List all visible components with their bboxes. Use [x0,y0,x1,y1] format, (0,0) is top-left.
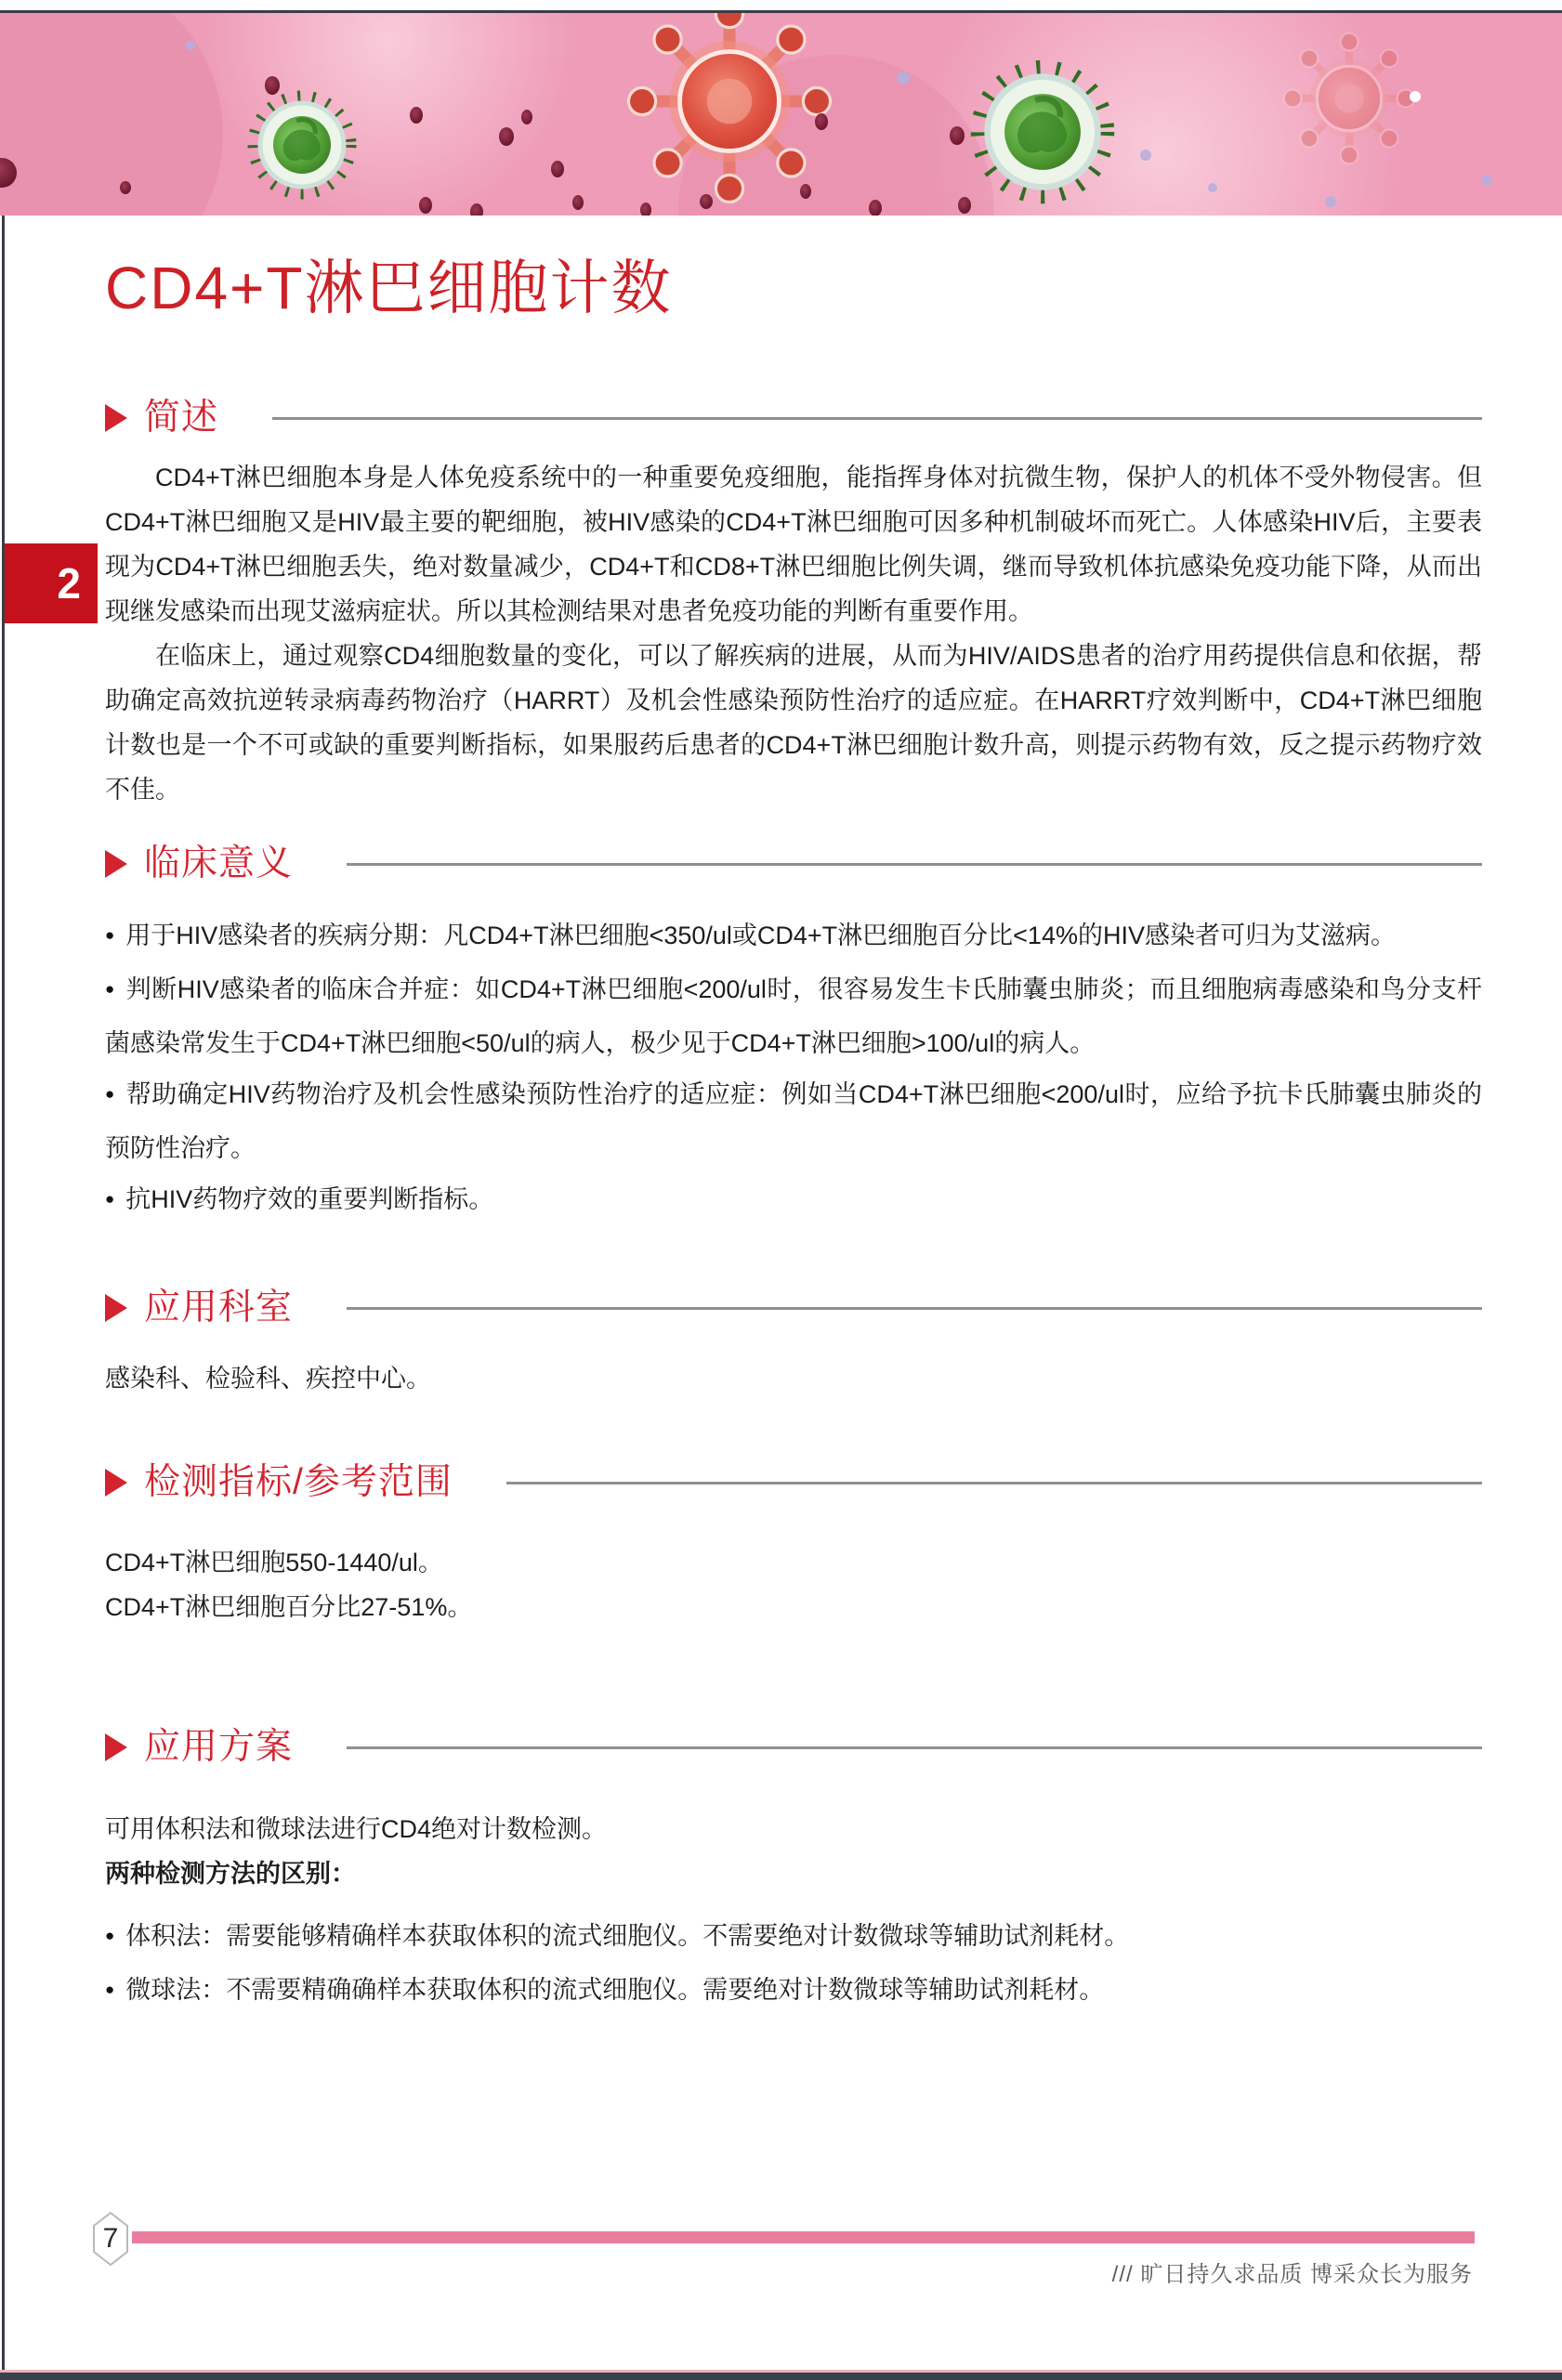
section-header-clinical [105,843,1482,884]
page-number-badge [93,2212,128,2266]
reference-line-1: CD4+T淋巴细胞550-1440/ul。 [105,1549,443,1576]
section-header-overview [105,398,1482,438]
section-heading: 简述 [144,398,219,438]
bullet-item [105,964,1482,1069]
heading-rule [347,1307,1482,1310]
bullet-dot-icon: ● [105,926,115,944]
footer-accent-bar [132,2231,1475,2243]
reference-line-2: CD4+T淋巴细胞百分比27-51%。 [105,1593,473,1621]
heading-rule [347,1746,1482,1749]
header-banner-image [0,13,1562,216]
heading-rule [506,1482,1482,1484]
section-header-reference [105,1462,1482,1503]
bullet-text: 帮助确定HIV药物治疗及机会性感染预防性治疗的适应症：例如当CD4+T淋巴细胞<200/ul时，应给予抗卡氏肺囊虫肺炎的预防性治疗。 [105,1080,1482,1162]
departments-text: 感染科、检验科、疾控中心。 [105,1365,431,1393]
section-heading: 检测指标/参考范围 [144,1462,453,1502]
section-header-departments [105,1288,1482,1328]
section-arrow-icon [105,404,127,432]
bullet-item [105,910,1482,964]
section-header-solution [105,1727,1482,1768]
virus-illustration [0,13,1562,216]
overview-paragraph-1: CD4+T淋巴细胞本身是人体免疫系统中的一种重要免疫细胞，能指挥身体对抗微生物，保护人的机体不受外物侵害。但CD4+T淋巴细胞又是HIV最主要的靶细胞，被HIV感染的CD4+T淋巴细胞可因多种机制破坏而死亡。人体感染HIV后，主要表现为CD4+T淋巴细胞丢失，绝对数量减少，CD4+T和CD8+T淋巴细胞比例失调，继而导致机体抗感染免疫功能下降，从而出现继发感染而出现艾滋病症状。所以其检测结果对患者免疫功能的判断有重要作用。 [105,464,1482,625]
bullet-item [105,1911,1482,1965]
bullet-text: 体积法：需要能够精确样本获取体积的流式细胞仪。不需要绝对计数微球等辅助试剂耗材。 [125,1922,1130,1950]
bullet-dot-icon: ● [105,1927,115,1944]
bullet-dot-icon: ● [105,1085,115,1103]
clinical-bullet-list [105,910,1482,1228]
bullet-item [105,1965,1482,2019]
heading-rule [347,863,1482,866]
section-heading: 应用科室 [144,1288,294,1327]
footer-slogan: /// 旷日持久求品质 博采众长为服务 [1111,2262,1473,2287]
bullet-text: 微球法：不需要精确确样本获取体积的流式细胞仪。需要绝对计数微球等辅助试剂耗材。 [125,1976,1105,2004]
solution-intro: 可用体积法和微球法进行CD4绝对计数检测。 [105,1815,608,1843]
bullet-dot-icon: ● [105,1190,115,1208]
section-heading: 应用方案 [144,1727,294,1767]
bullet-item [105,1174,1482,1228]
section-arrow-icon [105,850,127,878]
section-heading: 临床意义 [144,843,294,883]
bullet-dot-icon: ● [105,980,115,998]
section-arrow-icon [105,1469,127,1497]
chapter-number: 2 [57,559,81,608]
bullet-text: 用于HIV感染者的疾病分期：凡CD4+T淋巴细胞<350/ul或CD4+T淋巴细胞百分比<14%的HIV感染者可归为艾滋病。 [125,922,1396,949]
section-arrow-icon [105,1733,127,1761]
page-number: 7 [102,2223,119,2254]
heading-rule [272,417,1482,420]
page-content [0,216,1562,2019]
bottom-dark-bar [0,2373,1562,2380]
section-arrow-icon [105,1294,127,1322]
solution-subtitle: 两种检测方法的区别： [105,1860,356,1888]
page-title: CD4+T淋巴细胞计数 [105,255,673,321]
bullet-item [105,1069,1482,1174]
bullet-text: 判断HIV感染者的临床合并症：如CD4+T淋巴细胞<200/ul时，很容易发生卡氏肺囊虫肺炎；而且细胞病毒感染和鸟分支杆菌感染常发生于CD4+T淋巴细胞<50/ul的病人，极少见于CD4+T淋巴细胞>100/ul的病人。 [105,975,1482,1057]
bullet-dot-icon: ● [105,1981,115,1998]
overview-paragraph-2: 在临床上，通过观察CD4细胞数量的变化，可以了解疾病的进展，从而为HIV/AIDS患者的治疗用药提供信息和依据，帮助确定高效抗逆转录病毒药物治疗（HARRT）及机会性感染预防性治疗的适应症。在HARRT疗效判断中，CD4+T淋巴细胞计数也是一个不可或缺的重要判断指标，如果服药后患者的CD4+T淋巴细胞计数升高，则提示药物有效，反之提示药物疗效不佳。 [105,642,1482,804]
bullet-text: 抗HIV药物疗效的重要判断指标。 [125,1185,494,1213]
solution-bullet-list [105,1911,1482,2019]
